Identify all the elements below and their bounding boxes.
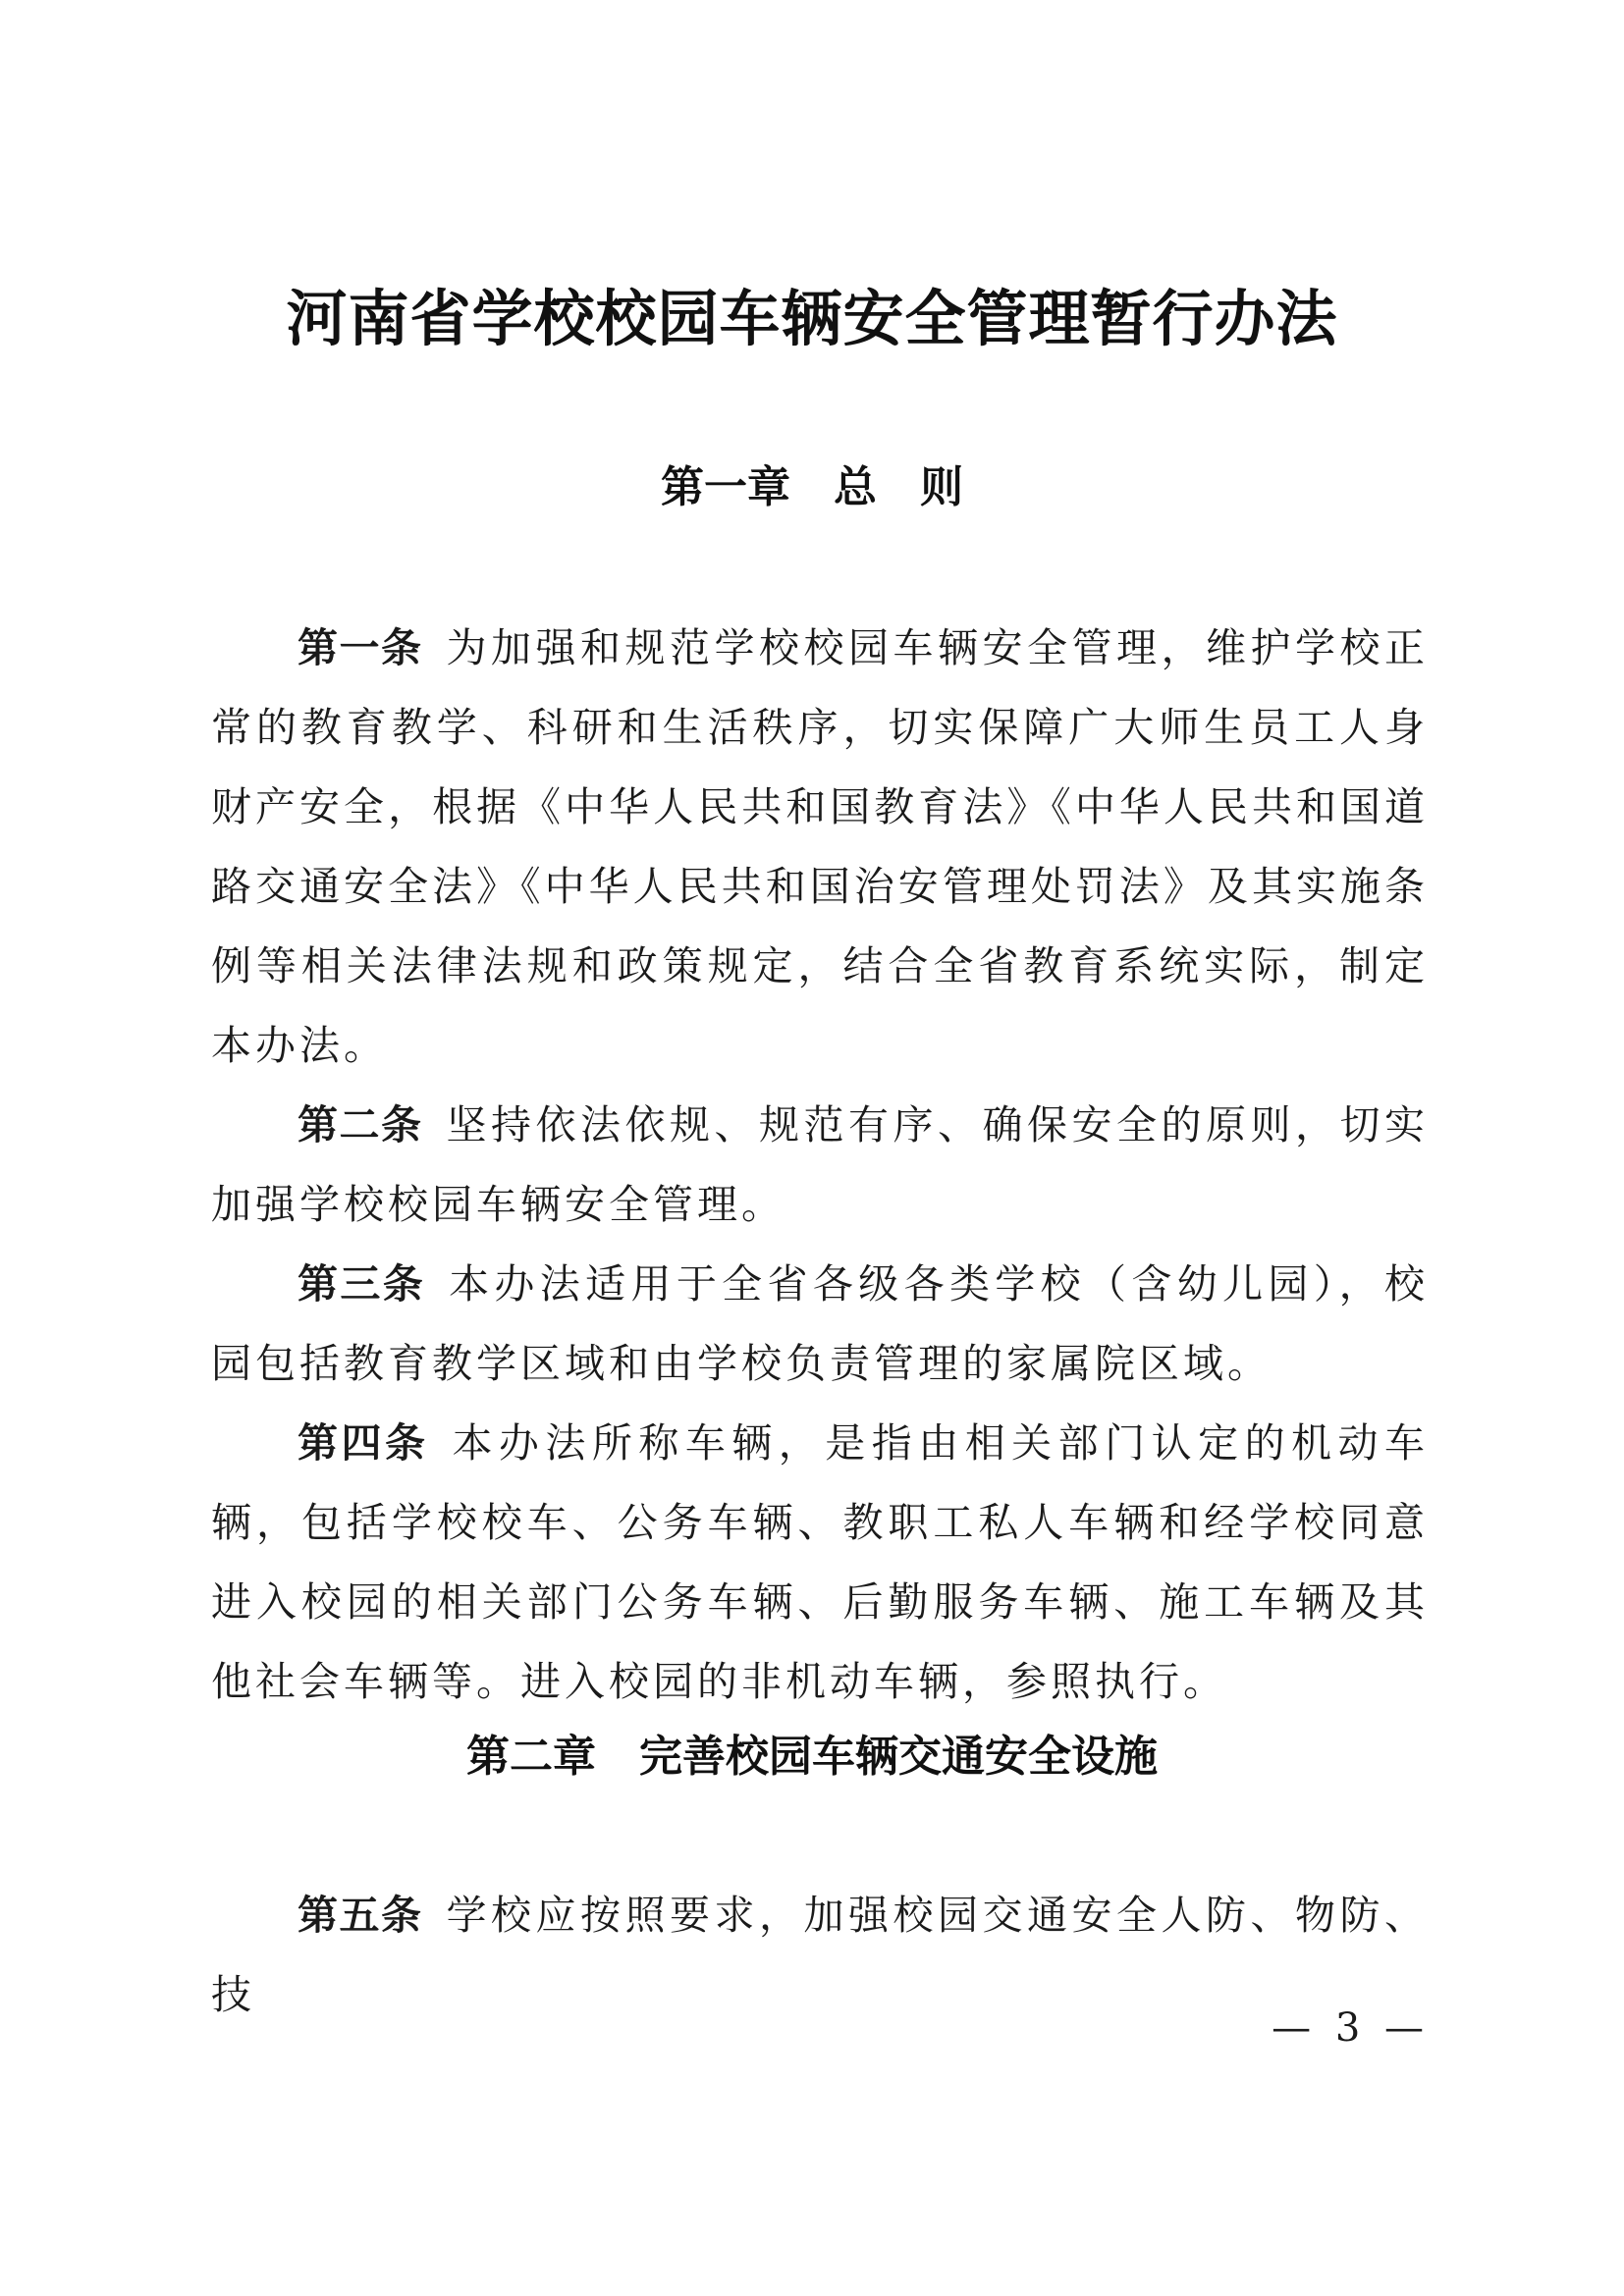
chapter-heading-2: 第二章 完善校园车辆交通安全设施 <box>466 1732 1158 1782</box>
document-title: 河南省学校校园车辆安全管理暂行办法 <box>286 283 1338 354</box>
article-1 <box>211 609 1429 1086</box>
page-number: — 3 — <box>1272 2005 1430 2051</box>
article-3 <box>211 1245 1429 1404</box>
article-1-text: 为加强和规范学校校园车辆安全管理，维护学校正常的教育教学、科研和生活秩序，切实保障广大师生员工人身财产安全，根据《中华人民共和国教育法》《中华人民共和国道路交通安全法》《中华人民共和国治安管理处罚法》及其实施条例等相关法律法规和政策规定，结合全省教育系统实际，制定本办法。 <box>211 624 1429 1069</box>
article-1-label: 第一条 <box>298 624 423 671</box>
article-4-label: 第四条 <box>298 1419 429 1467</box>
article-5-text: 学校应按照要求，加强校园交通安全人防、物防、技 <box>211 1892 1429 2018</box>
chapter-heading-1: 第一章 总 则 <box>661 462 963 512</box>
article-3-text: 本办法适用于全省各级各类学校（含幼儿园），校园包括教育教学区域和由学校负责管理的家属院区域。 <box>211 1260 1429 1387</box>
article-5 <box>211 1876 1429 2035</box>
article-2-label: 第二条 <box>298 1101 423 1148</box>
chapter-2-body <box>211 1876 1429 2035</box>
article-2 <box>211 1086 1429 1245</box>
article-5-label: 第五条 <box>298 1892 423 1939</box>
article-4 <box>211 1404 1429 1722</box>
article-4-text: 本办法所称车辆，是指由相关部门认定的机动车辆，包括学校校车、公务车辆、教职工私人车辆和经学校同意进入校园的相关部门公务车辆、后勤服务车辆、施工车辆及其他社会车辆等。进入校园的非机动车辆，参照执行。 <box>211 1419 1430 1705</box>
article-3-label: 第三条 <box>298 1260 426 1308</box>
chapter-1-body <box>211 609 1429 1722</box>
article-2-text: 坚持依法依规、规范有序、确保安全的原则，切实加强学校校园车辆安全管理。 <box>211 1101 1429 1228</box>
